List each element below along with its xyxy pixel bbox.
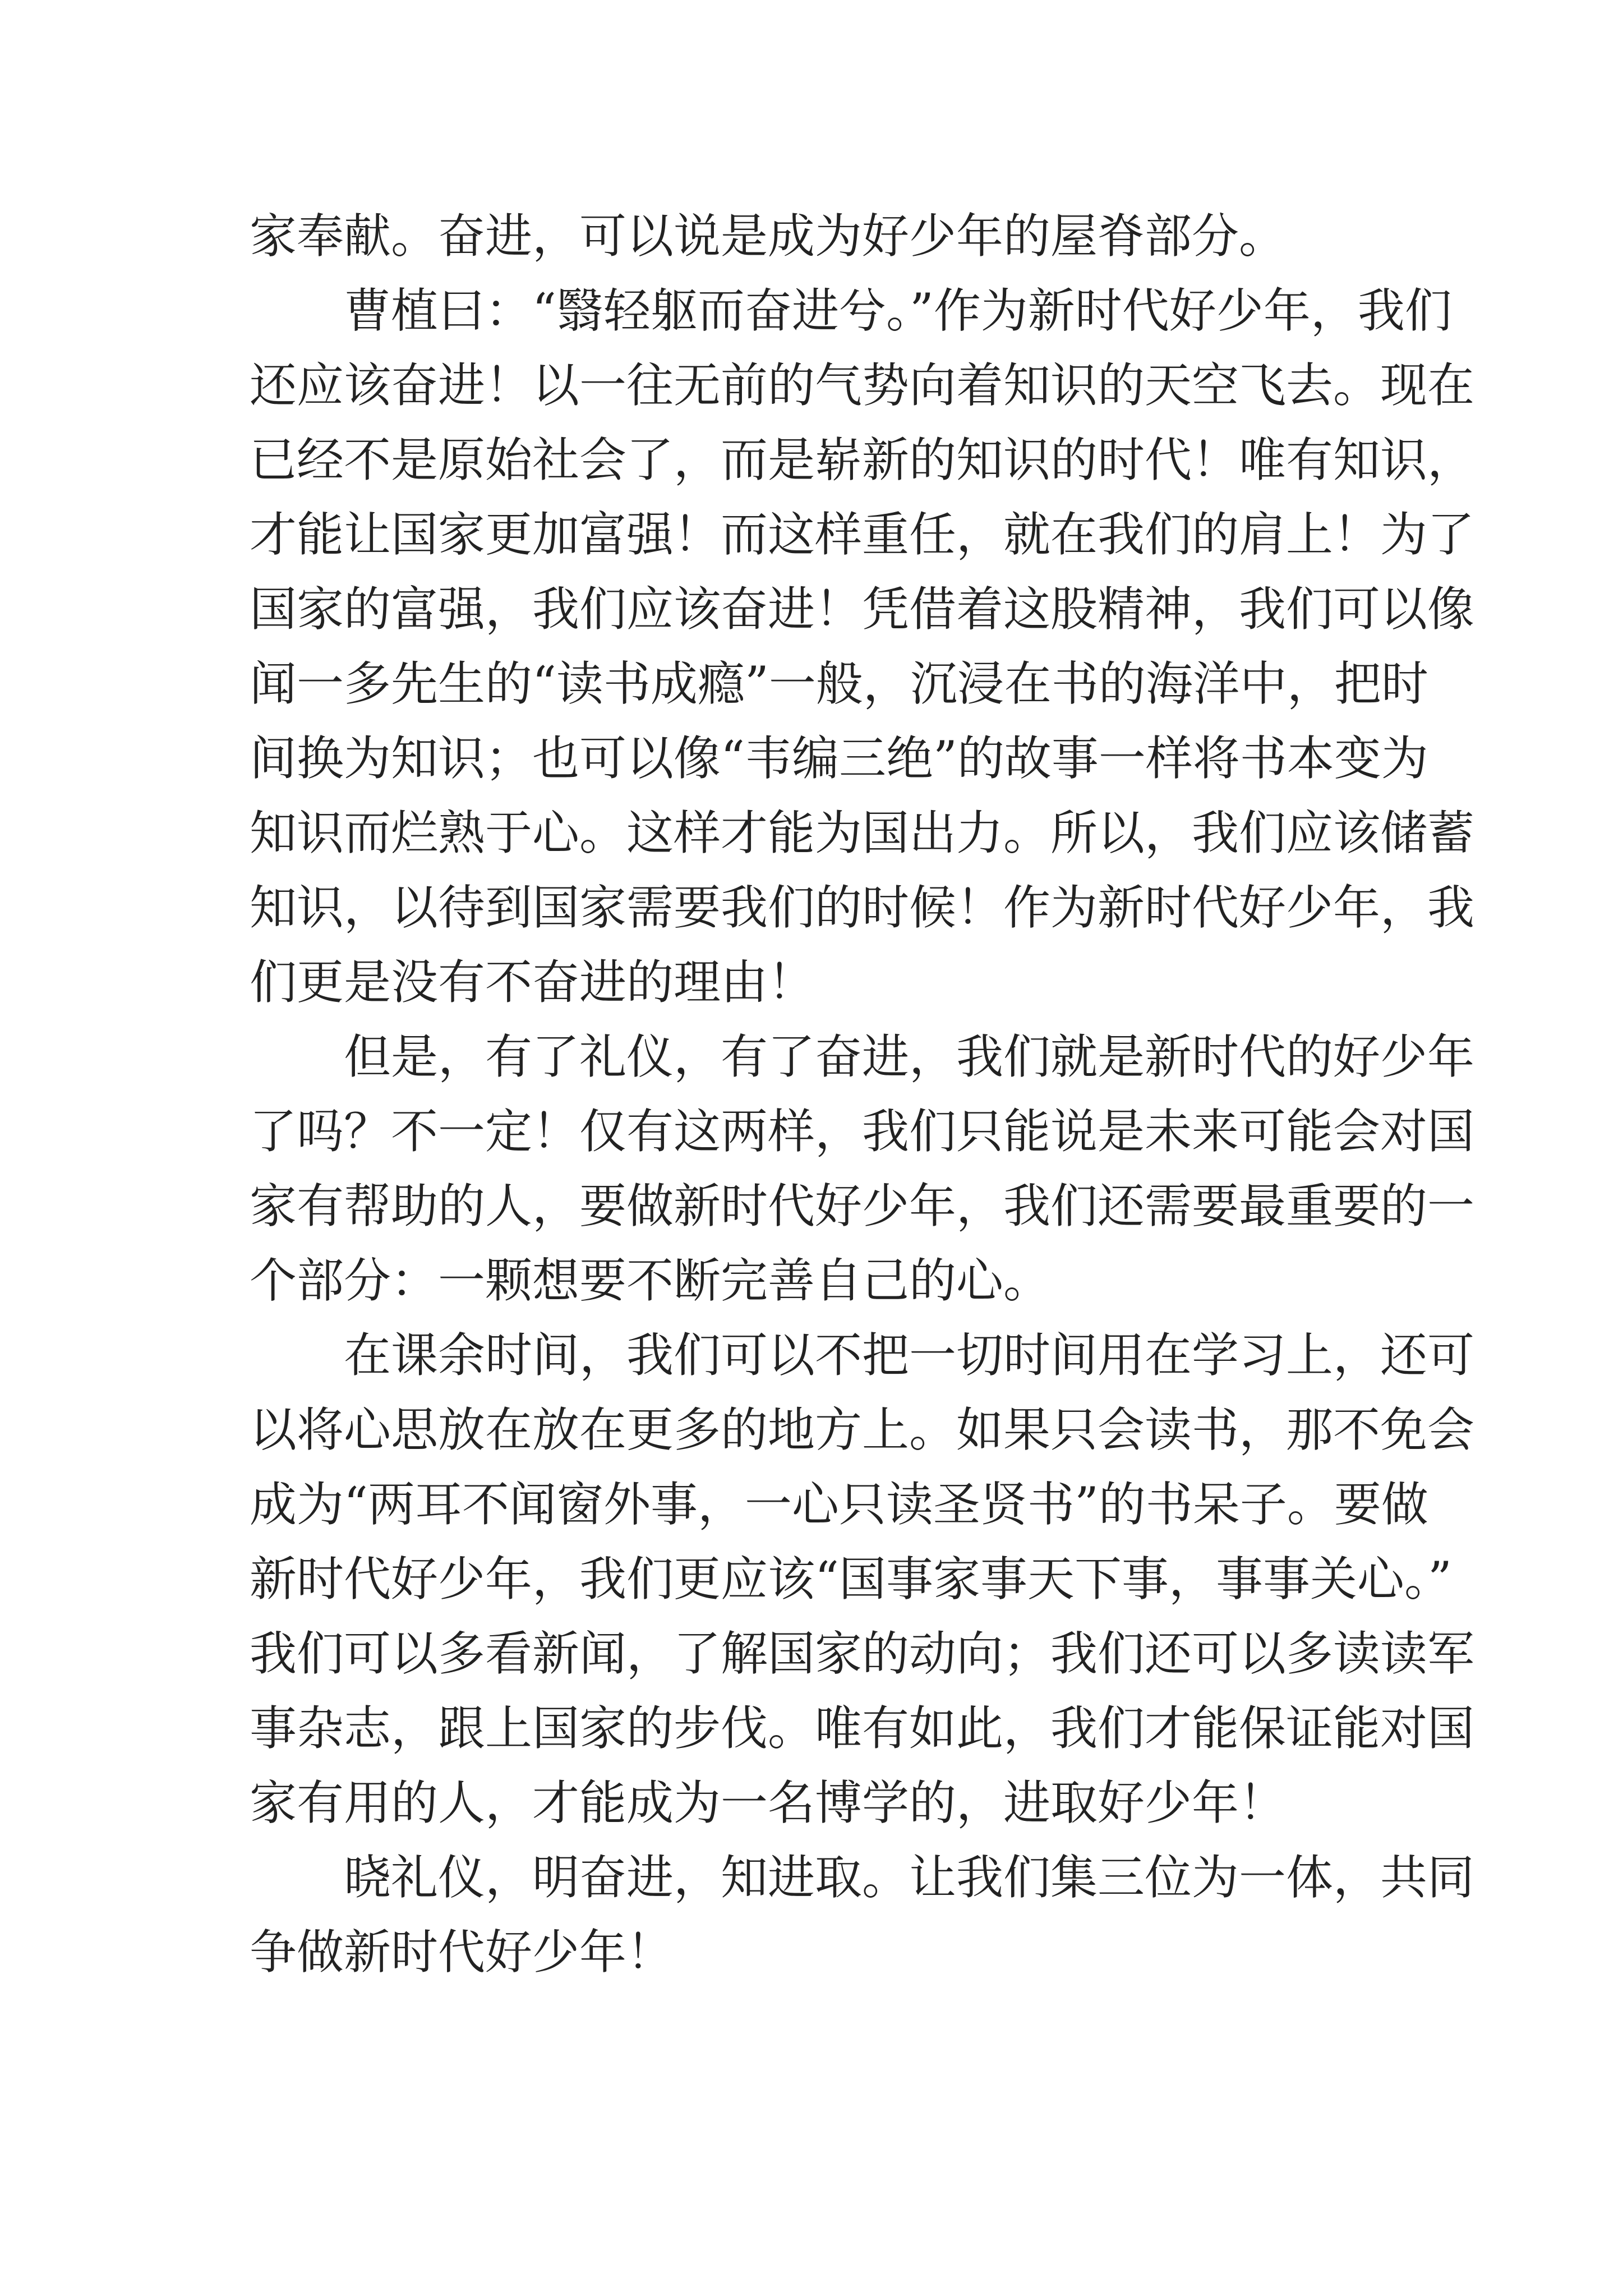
text-line: 晓礼仪，明奋进，知进取。让我们集三位为一体，共同 [344,1850,1475,1905]
text-line: 事杂志，跟上国家的步伐。唯有如此，我们才能保证能对国 [250,1701,1475,1756]
text-line: 家有用的人，才能成为一名博学的，进取好少年！ [250,1775,1287,1830]
text-line: 个部分：一颗想要不断完善自己的心。 [250,1253,1051,1308]
text-line: 还应该奋进！以一往无前的气势向着知识的天空飞去。现在 [250,358,1475,413]
text-line: 了吗？不一定！仅有这两样，我们只能说是未来可能会对国 [250,1104,1475,1159]
text-line: 但是，有了礼仪，有了奋进，我们就是新时代的好少年 [344,1029,1475,1084]
text-line: 争做新时代好少年！ [250,1925,674,1980]
text-line: 新时代好少年，我们更应该“国事家事天下事，事事关心。” [250,1552,1452,1607]
text-line: 国家的富强，我们应该奋进！凭借着这股精神，我们可以像 [250,582,1475,637]
text-line: 们更是没有不奋进的理由！ [250,955,815,1010]
text-line: 我们可以多看新闻，了解国家的动向；我们还可以多读读军 [250,1626,1475,1681]
text-line: 家有帮助的人，要做新时代好少年，我们还需要最重要的一 [250,1179,1475,1234]
text-line: 成为“两耳不闻窗外事，一心只读圣贤书”的书呆子。要做 [250,1477,1428,1532]
paragraph [250,199,1382,274]
paragraph [250,1020,1475,1318]
text-line: 间换为知识；也可以像“韦编三绝”的故事一样将书本变为 [250,731,1428,786]
text-line: 在课余时间，我们可以不把一切时间用在学习上，还可 [344,1328,1475,1383]
paragraph [250,1318,1475,1841]
text-line: 闻一多先生的“读书成瘾”一般，沉浸在书的海洋中，把时 [250,656,1428,711]
text-line: 以将心思放在放在更多的地方上。如果只会读书，那不免会 [250,1402,1475,1457]
text-line: 才能让国家更加富强！而这样重任，就在我们的肩上！为了 [250,507,1475,562]
text-line: 已经不是原始社会了，而是崭新的知识的时代！唯有知识， [250,432,1475,487]
paragraph [250,274,1475,1020]
text-line: 家奉献。奋进，可以说是成为好少年的屋脊部分。 [250,209,1287,264]
text-line: 曹植曰：“翳轻躯而奋进兮。”作为新时代好少年，我们 [344,283,1452,338]
text-line: 知识，以待到国家需要我们的时候！作为新时代好少年，我 [250,880,1475,935]
paragraph [250,1841,1475,1990]
text-line: 知识而烂熟于心。这样才能为国出力。所以，我们应该储蓄 [250,806,1475,861]
document-body [250,199,1475,1990]
